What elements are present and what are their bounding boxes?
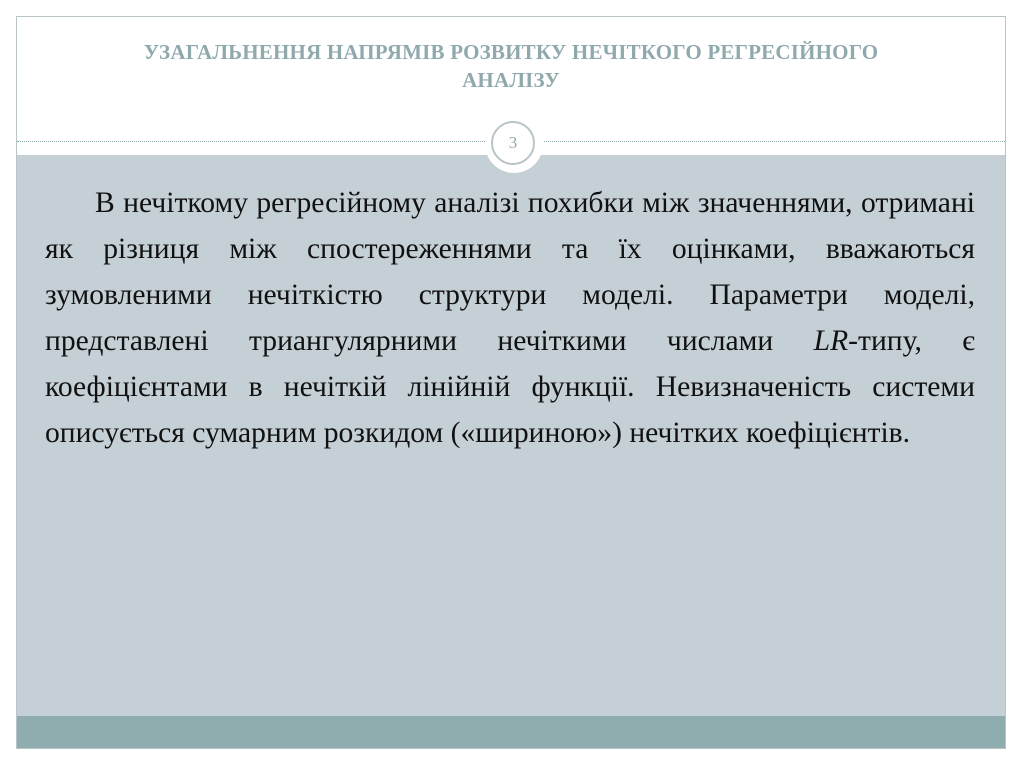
footer-bar <box>17 716 1005 748</box>
body-text-part-1: В нечіткому регресійному аналізі похибки між значеннями, отримані як різниця між спостереженнями та їх оцінками, вважаються зумовленими нечіткістю структури моделі. Параметри моделі, представлені триангулярними нечіткими числами <box>45 187 975 357</box>
slide-title-line-2: АНАЛІЗУ <box>462 68 560 92</box>
page-number-badge <box>491 121 535 165</box>
slide-title <box>66 38 956 94</box>
body-text-part-2: -типу, є коефіцієнтами в нечіткій лінійній функції. Невизначеність системи описується сумарним розкидом («шириною») нечітких коефіцієнтів. <box>45 325 976 449</box>
body-text-italic-lr: LR <box>813 325 849 357</box>
page-number: 3 <box>508 133 518 152</box>
body-paragraph <box>45 180 975 456</box>
slide-title-line-1: УЗАГАЛЬНЕННЯ НАПРЯМІВ РОЗВИТКУ НЕЧІТКОГО РЕГРЕСІЙНОГО <box>143 40 879 64</box>
